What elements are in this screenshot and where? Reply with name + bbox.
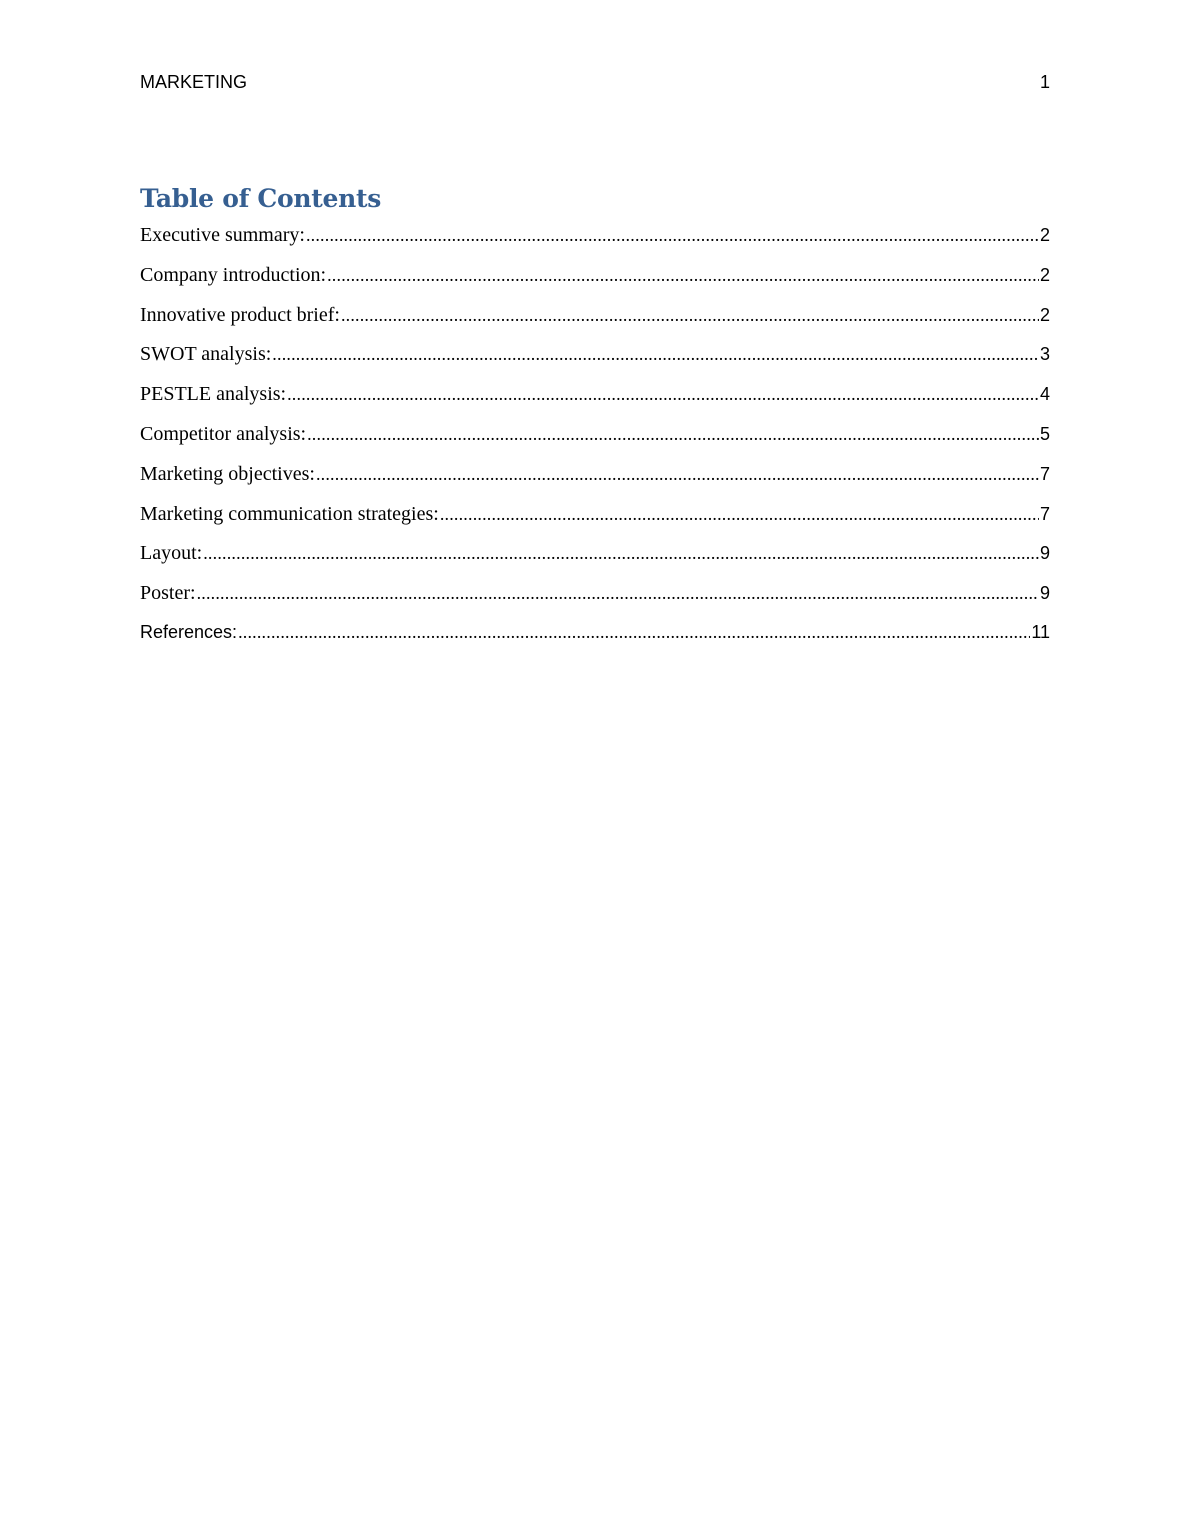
toc-entry-page: 9 bbox=[1039, 543, 1050, 564]
table-of-contents bbox=[140, 224, 1050, 662]
toc-entry-company-introduction[interactable] bbox=[140, 264, 1050, 304]
toc-dot-leader bbox=[272, 344, 1039, 365]
toc-entry-label: References: bbox=[140, 621, 238, 642]
toc-entry-references[interactable] bbox=[140, 622, 1050, 662]
toc-entry-label: Competitor analysis: bbox=[140, 422, 307, 445]
toc-entry-label: Executive summary: bbox=[140, 224, 305, 246]
toc-dot-leader bbox=[307, 424, 1039, 445]
toc-entry-pestle-analysis[interactable] bbox=[140, 383, 1050, 423]
toc-entry-poster[interactable] bbox=[140, 582, 1050, 622]
toc-entry-innovative-product-brief[interactable] bbox=[140, 304, 1050, 344]
toc-entry-executive-summary[interactable] bbox=[140, 224, 1050, 264]
toc-entry-swot-analysis[interactable] bbox=[140, 343, 1050, 383]
toc-entry-marketing-communication-strategies[interactable] bbox=[140, 503, 1050, 543]
toc-dot-leader bbox=[197, 583, 1039, 604]
toc-entry-page: 3 bbox=[1039, 344, 1050, 365]
toc-dot-leader bbox=[316, 464, 1039, 485]
toc-entry-layout[interactable] bbox=[140, 542, 1050, 582]
toc-entry-label: Innovative product brief: bbox=[140, 303, 340, 326]
toc-entry-label: Layout: bbox=[140, 542, 203, 565]
toc-dot-leader bbox=[440, 504, 1039, 525]
toc-entry-label: Marketing objectives: bbox=[140, 462, 315, 485]
toc-entry-page: 7 bbox=[1039, 463, 1050, 484]
toc-entry-page: 4 bbox=[1039, 384, 1050, 405]
toc-entry-page: 11 bbox=[1031, 621, 1050, 642]
toc-entry-label: Marketing communication strategies: bbox=[140, 502, 439, 525]
toc-entry-label: SWOT analysis: bbox=[140, 343, 272, 366]
toc-dot-leader bbox=[287, 384, 1039, 405]
toc-dot-leader bbox=[306, 225, 1039, 246]
toc-entry-marketing-objectives[interactable] bbox=[140, 463, 1050, 503]
page-number: 1 bbox=[1039, 72, 1050, 92]
toc-entry-label: PESTLE analysis: bbox=[140, 383, 287, 406]
toc-entry-page: 2 bbox=[1039, 225, 1050, 245]
toc-dot-leader bbox=[327, 265, 1039, 286]
running-head: MARKETING bbox=[140, 72, 248, 92]
toc-entry-page: 5 bbox=[1039, 423, 1050, 444]
toc-heading: Table of Contents bbox=[140, 184, 382, 213]
toc-dot-leader bbox=[203, 543, 1039, 564]
toc-entry-competitor-analysis[interactable] bbox=[140, 423, 1050, 463]
toc-dot-leader bbox=[238, 622, 1030, 643]
toc-entry-page: 9 bbox=[1039, 583, 1050, 604]
toc-entry-page: 2 bbox=[1039, 264, 1050, 285]
page-header bbox=[140, 72, 1050, 96]
toc-entry-label: Company introduction: bbox=[140, 263, 327, 286]
toc-entry-page: 7 bbox=[1039, 503, 1050, 524]
toc-dot-leader bbox=[341, 305, 1039, 326]
toc-entry-page: 2 bbox=[1039, 304, 1050, 325]
toc-entry-label: Poster: bbox=[140, 582, 196, 605]
